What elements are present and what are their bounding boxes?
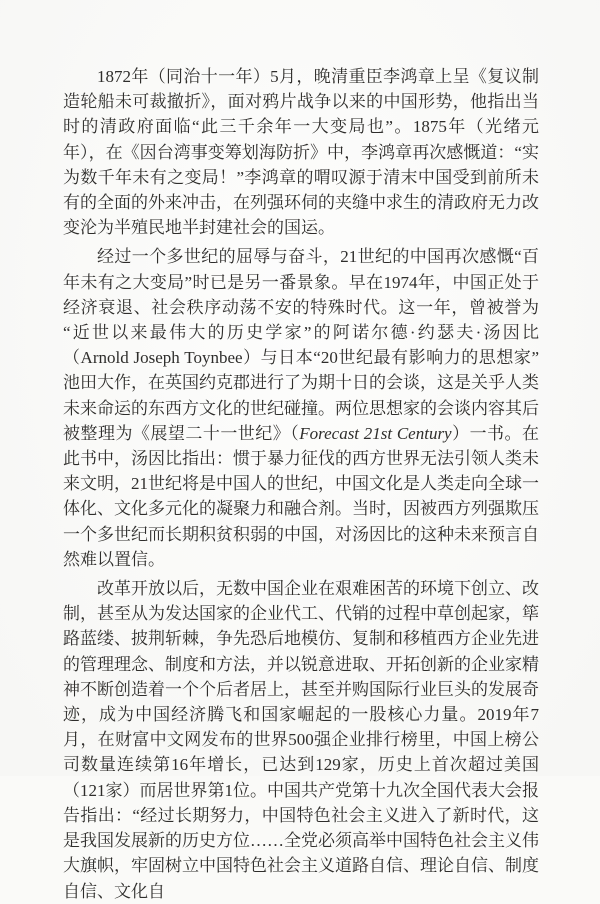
text-run: ）一书。在此书中，汤因比指出：惯于暴力征伐的西方世界无法引领人类未来文明，21世纪将是中国人的世纪，中国文化是人类走向全球一体化、文化多元化的凝聚力和融合剂。当时，因被西方列强欺压一个多世纪而长期积贫积弱的中国，对汤因比的这种未来预言自然难以置信。 bbox=[63, 423, 540, 569]
paragraph-2 bbox=[63, 244, 539, 572]
text-run: 1872年（同治十一年）5月，晚清重臣李鸿章上呈《复议制造轮船未可裁撤折》，面对鸦片战争以来的中国形势，他指出当时的清政府面临“此三千余年一大变局也”。1875年（光绪元年），在《因台湾事变筹划海防折》中，李鸿章再次感慨道：“实为数千年未有之变局！”李鸿章的喟叹源于清末中国受到前所未有的全面的外来冲击，在列强环伺的夹缝中求生的清政府无力改变沦为半殖民地半封建社会的国运。 bbox=[63, 67, 539, 238]
text-run: 改革开放以后，无数中国企业在艰难困苦的环境下创立、改制，甚至从为发达国家的企业代工、代销的过程中草创起家，筚路蓝缕、披荆斩棘，争先恐后地模仿、复制和移植西方企业先进的管理理念、制度和方法，并以锐意进取、开拓创新的企业家精神不断创造着一个个后者居上，甚至并购国际行业巨头的发展奇迹，成为中国经济腾飞和国家崛起的一股核心力量。2019年7月，在财富中文网发布的世界500强企业排行榜里，中国上榜公司数量连续第16年增长，已达到129家，历史上首次超过美国（121家）而居世界第1位。中国共产党第十九次全国代表大会报告指出：“经过长期努力，中国特色社会主义进入了新时代，这是我国发展新的历史方位……全党必须高举中国特色社会主义伟大旗帜，牢固树立中国特色社会主义道路自信、理论自信、制度自信、文化自 bbox=[63, 579, 539, 901]
text-run: 经过一个多世纪的屈辱与奋斗，21世纪的中国再次感慨“百年未有之大变局”时已是另一番景象。早在1974年，中国正处于经济衰退、社会秩序动荡不安的特殊时代。这一年，曾被誉为“近世以来最伟大的历史学家”的阿诺尔德·约瑟夫·汤因比（Arnold Joseph Toynbee）与日本“20世纪最有影响力的思想家”池田大作，在英国约克郡进行了为期十日的会谈，这是关乎人类未来命运的东西方文化的世纪碰撞。两位思想家的会谈内容其后被整理为《展望二十一世纪》（ bbox=[63, 247, 539, 443]
paragraph-3 bbox=[63, 576, 539, 904]
body-text bbox=[63, 64, 539, 904]
paragraph-1 bbox=[63, 64, 539, 240]
italic-text-run: Forecast 21st Century bbox=[299, 423, 452, 443]
